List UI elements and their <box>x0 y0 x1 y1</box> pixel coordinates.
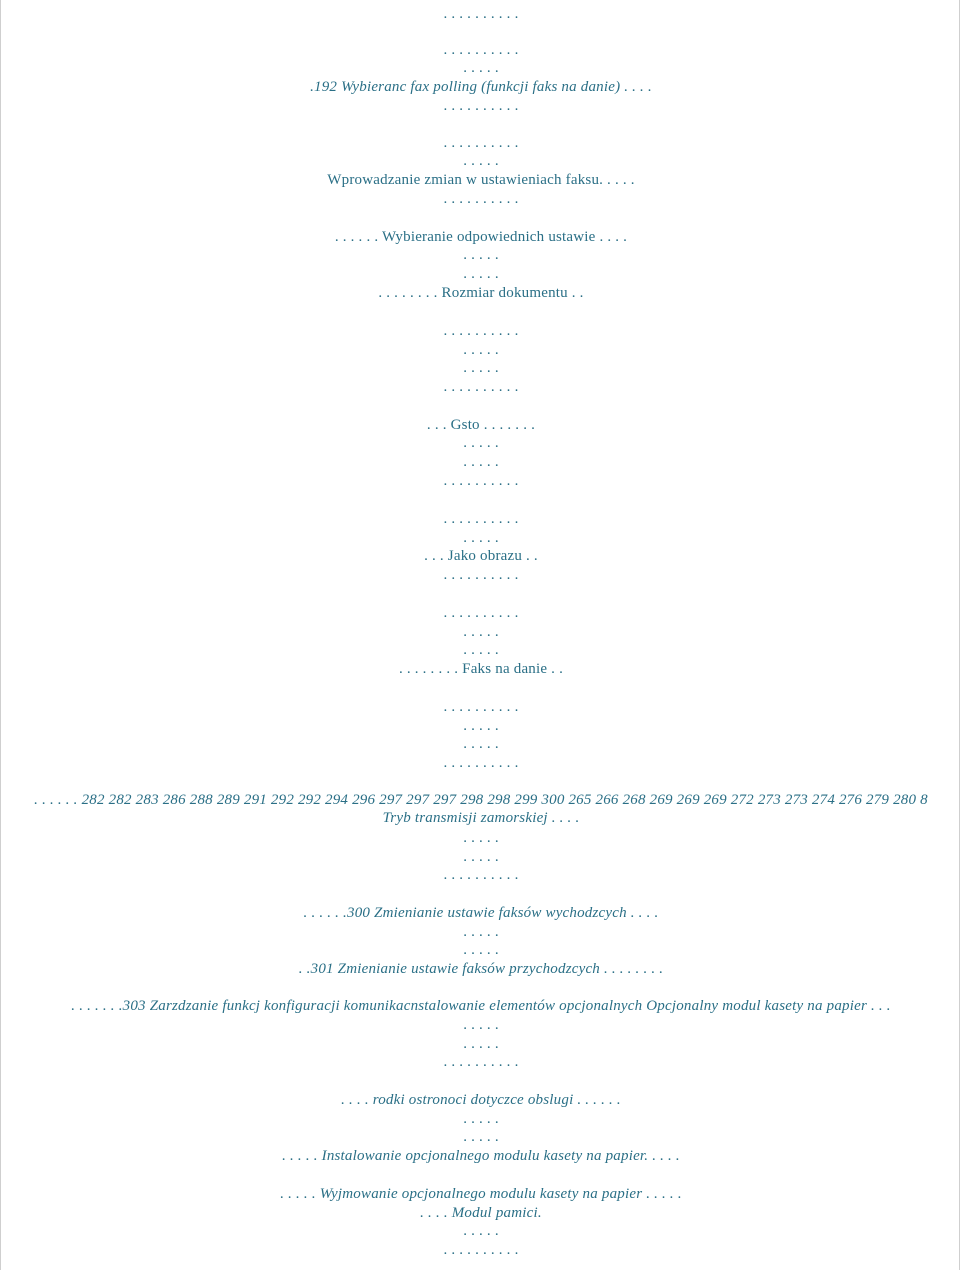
toc-line: . . . . . . . . . . <box>443 191 519 207</box>
toc-line: . . . . . . . . . . <box>443 42 519 58</box>
toc-line: . . . . . . . . . . <box>443 605 519 621</box>
toc-entry-safety-precautions: . . . . rodki ostronoci dotyczce obslugi . . . . . . <box>341 1092 621 1108</box>
toc-entry-page-numbers-overseas-mode: . . . . . . 282 282 283 286 288 289 291 292 292 294 296 297 297 297 298 298 299 300 265 266 268 269 269 269 272 273 273 274 276 279 280 8 Tryb transmisji zamorskiej . . . . <box>34 792 928 826</box>
toc-entry-outgoing-fax-settings: . . . . . .300 Zmienianie ustawie faksów wychodzcych . . . . <box>303 905 659 921</box>
toc-line: . . . . . <box>463 924 499 940</box>
toc-line: . . . . . <box>463 266 499 282</box>
toc-entry-fax-polling: .192 Wybieranc fax polling (funkcji faks na danie) . . . . <box>310 79 652 95</box>
toc-line: . . . . . . . . . . <box>443 1054 519 1070</box>
toc-line: . . . . . . . . . . <box>443 1242 519 1258</box>
toc-line: . . . . . . . . . . <box>443 511 519 527</box>
toc-line: . . . . . <box>463 1223 499 1239</box>
toc-line: . . . . . . . . . . <box>443 699 519 715</box>
toc-entry-fax-on-demand: . . . . . . . . Faks na danie . . <box>398 661 564 677</box>
toc-line: . . . . . . . . . . <box>443 567 519 583</box>
toc-line: . . . . . <box>463 642 499 658</box>
toc-entry-install-cassette: . . . . . Instalowanie opcjonalnego modulu kasety na papier. . . . . <box>282 1148 680 1164</box>
toc-line: . . . . . . . . . . <box>443 755 519 771</box>
toc-line: . . . . . <box>463 736 499 752</box>
toc-line: . . . . . . . . . . <box>443 473 519 489</box>
toc-entry-incoming-fax-settings: . .301 Zmienianie ustawie faksów przychodzcych . . . . . . . . <box>298 961 664 977</box>
toc-line: . . . . . <box>463 247 499 263</box>
toc-entry-fax-settings: Wprowadzanie zmian w ustawieniach faksu. . . . . <box>327 172 635 188</box>
toc-line: . . . . . . . . . . <box>443 379 519 395</box>
toc-line: . . . . . . . . . . <box>443 867 519 883</box>
toc-line: . . . . . . . . . . <box>443 98 519 114</box>
toc-line: . . . . . <box>463 1111 499 1127</box>
toc-line: . . . . . <box>463 849 499 865</box>
toc-line: . . . . . <box>463 718 499 734</box>
toc-entry-remove-cassette: . . . . . Wyjmowanie opcjonalnego modulu kasety na papier . . . . . <box>280 1186 682 1202</box>
toc-entry-choose-settings: . . . . . . Wybieranie odpowiednich ustawie . . . . <box>334 229 628 245</box>
toc-line: . . . . . . . . . . <box>443 6 519 22</box>
toc-line: . . . . . . . . . . <box>443 323 519 339</box>
toc-line: . . . . . <box>463 454 499 470</box>
toc-line: . . . . . <box>463 1129 499 1145</box>
toc-line: . . . . . <box>463 624 499 640</box>
toc-entry-image-quality: . . . Jako obrazu . . <box>424 548 538 564</box>
toc-line: . . . . . <box>463 153 499 169</box>
toc-line: . . . . . <box>463 530 499 546</box>
toc-line: . . . . . <box>463 1036 499 1052</box>
toc-entry-memory-module: . . . . Modul pamici. <box>420 1205 542 1221</box>
toc-line: . . . . . <box>463 1017 499 1033</box>
toc-entry-document-size: . . . . . . . . Rozmiar dokumentu . . <box>378 285 584 301</box>
toc-line: . . . . . <box>463 435 499 451</box>
toc-line: . . . . . <box>463 60 499 76</box>
toc-entry-config-and-options: . . . . . . .303 Zarzdzanie funkcj konfiguracji komunikacnstalowanie elementów opcjonalnych Opcjonalny modul kasety na papier . . . <box>71 998 891 1014</box>
toc-entry-density: . . . Gsto . . . . . . . <box>426 417 536 433</box>
toc-line: . . . . . <box>463 360 499 376</box>
toc-line: . . . . . . . . . . <box>443 135 519 151</box>
toc-line: . . . . . <box>463 942 499 958</box>
toc-line: . . . . . <box>463 342 499 358</box>
toc-line: . . . . . <box>463 830 499 846</box>
